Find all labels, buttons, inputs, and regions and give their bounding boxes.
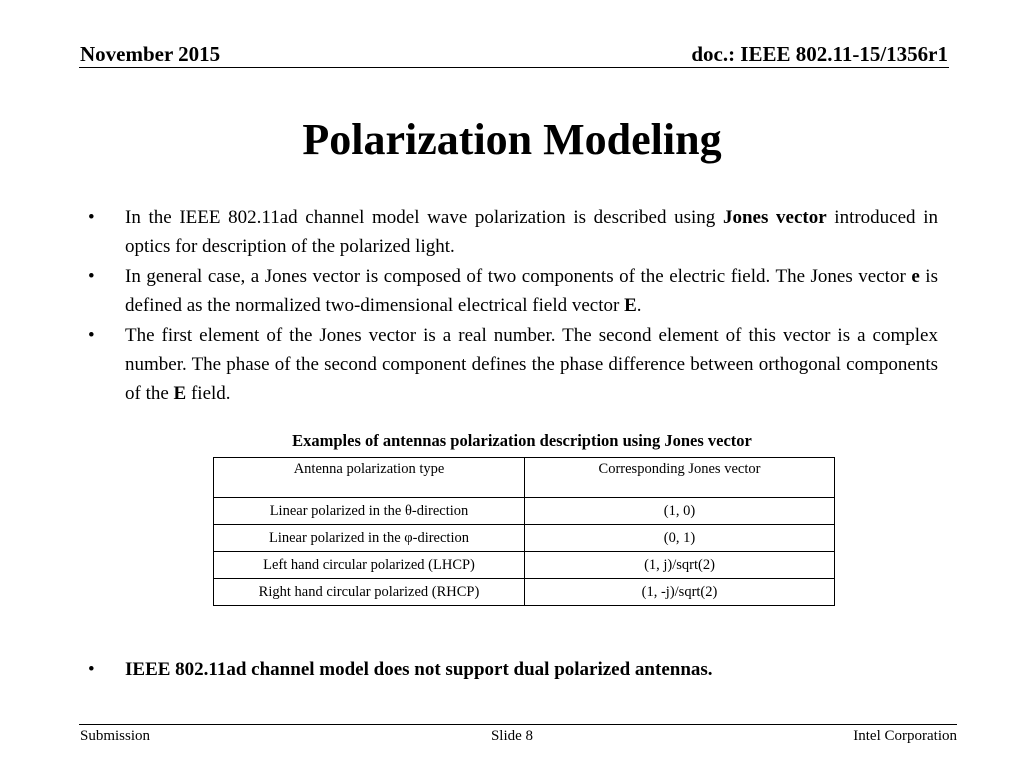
table-cell: (1, -j)/sqrt(2) [525, 579, 835, 606]
bullet-item [88, 321, 938, 408]
bullet-marker: • [88, 207, 95, 228]
table-cell: Linear polarized in the φ-direction [214, 525, 525, 552]
bullet-text: is defined as the normalized two-dimensional electrical field vector [125, 266, 938, 316]
column-header: Corresponding Jones vector [525, 458, 835, 498]
table-cell: (1, 0) [525, 498, 835, 525]
bullet-text: In the IEEE 802.11ad channel model wave polarization is described using [125, 207, 723, 228]
bullet-marker: • [88, 266, 95, 287]
table-row [214, 498, 835, 525]
footer-organization: Intel Corporation [853, 728, 957, 744]
bullet-emphasis: e [911, 266, 920, 287]
table-row [214, 552, 835, 579]
header-date: November 2015 [80, 42, 221, 66]
conclusion-item [88, 655, 938, 684]
table-cell: Left hand circular polarized (LHCP) [214, 552, 525, 579]
conclusion-list [88, 655, 938, 684]
bullet-item [88, 262, 938, 320]
table-caption: Examples of antennas polarization description using Jones vector [292, 431, 752, 450]
table-header-row [214, 458, 835, 498]
bullet-emphasis: Jones vector [722, 207, 827, 228]
bullet-emphasis: E [624, 295, 637, 316]
table-row [214, 579, 835, 606]
table-cell: (1, j)/sqrt(2) [525, 552, 835, 579]
jones-vector-table [213, 457, 835, 606]
table-row [214, 525, 835, 552]
header-doc-id: doc.: IEEE 802.11-15/1356r1 [691, 42, 948, 66]
footer-slide-number: Slide 8 [490, 728, 534, 744]
bullet-text: . [636, 295, 642, 316]
table-cell: Right hand circular polarized (RHCP) [214, 579, 525, 606]
header-divider [79, 67, 949, 68]
bullet-text: introduced in optics for description of the polarized light. [125, 207, 938, 257]
slide-title: Polarization Modeling [302, 115, 722, 164]
column-header: Antenna polarization type [214, 458, 525, 498]
footer-divider [79, 724, 957, 725]
bullet-marker: • [88, 325, 95, 346]
conclusion-text: IEEE 802.11ad channel model does not support dual polarized antennas. [125, 659, 713, 680]
bullet-text: In general case, a Jones vector is composed of two components of the electric field. The Jones vector [125, 266, 912, 287]
table-cell: (0, 1) [525, 525, 835, 552]
table-cell: Linear polarized in the θ-direction [214, 498, 525, 525]
bullet-emphasis: E [173, 383, 187, 404]
bullet-text: The first element of the Jones vector is a real number. The second element of this vector is a complex number. The phase of the second component defines the phase difference between orthogonal components of the [125, 325, 938, 404]
footer-submission: Submission [80, 728, 151, 744]
bullet-item [88, 203, 938, 261]
bullet-marker: • [88, 659, 95, 680]
bullet-text: field. [186, 383, 231, 404]
bullet-list [88, 203, 938, 409]
